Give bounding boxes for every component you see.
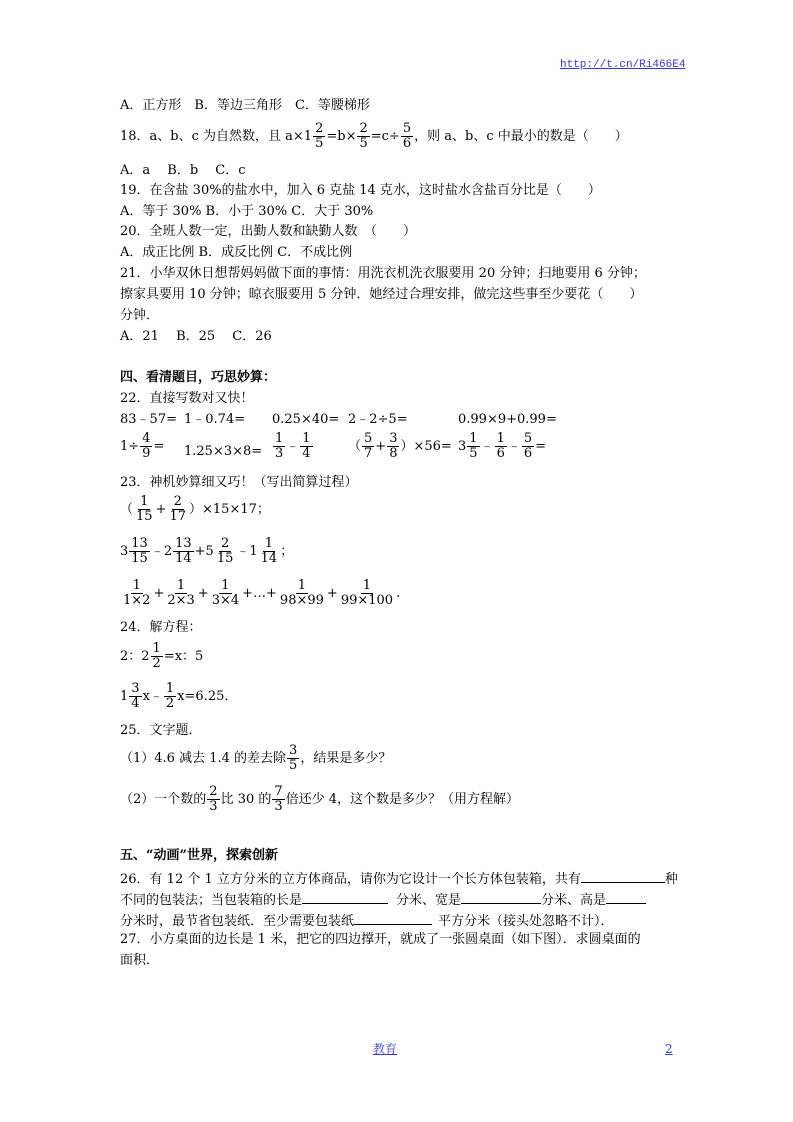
- q20-text: 20．全班人数一定，出勤人数和缺勤人数 （ ）: [120, 224, 417, 239]
- frac-num: 5: [402, 121, 412, 136]
- q22-r1c4: 2﹣2÷5=: [348, 412, 408, 427]
- frac-num: 2: [209, 784, 218, 799]
- frac-num: 1: [275, 431, 284, 446]
- q21-line2: 擦家具要用 10 分钟；晾衣服要用 5 分钟．她经过合理安排，做完这些事至少要花（ ）: [120, 287, 643, 302]
- question-18: [120, 122, 628, 150]
- fraction: [167, 495, 188, 523]
- q23-title: 23．神机妙算细又巧！（写出简算过程）: [120, 475, 358, 490]
- section-4-title: 四、看清题目，巧思妙算：: [120, 370, 277, 385]
- frac-num: 13: [175, 536, 192, 551]
- frac-den: 17: [169, 508, 187, 524]
- q20-options: A．成正比例 B．成反比例 C．不成比例: [120, 245, 353, 260]
- frac-den: 3: [275, 445, 284, 461]
- q25-title: 25．文字题．: [120, 723, 202, 738]
- q18-text-post: ，则 a、b、c 中最小的数是（ ）: [414, 128, 628, 144]
- fraction: [362, 432, 374, 460]
- frac-den: 2: [165, 695, 175, 711]
- q23-expr2: [120, 537, 293, 565]
- q24-equation2: [120, 682, 237, 710]
- frac-den: 15: [216, 550, 234, 566]
- fraction: [272, 785, 284, 813]
- frac-num: 1: [297, 578, 307, 593]
- q23-expr3: [120, 579, 400, 607]
- q19-text: 19．在含盐 30%的盐水中，加入 6 克盐 14 克水，这时盐水含盐百分比是（ ）: [120, 183, 601, 198]
- q26-line2: [120, 891, 646, 907]
- text: 比 30 的: [220, 791, 272, 807]
- frac-den: 99×100: [340, 592, 394, 608]
- frac-den: 15: [131, 550, 148, 566]
- text: 平方分米（接头处忽略不计）．: [438, 914, 614, 929]
- frac-num: 2: [173, 494, 182, 509]
- answer-blank[interactable]: [354, 912, 432, 925]
- frac-den: 9: [142, 445, 151, 461]
- frac-den: 3: [209, 798, 218, 814]
- fraction: [495, 432, 507, 460]
- q22-r2c4: [348, 432, 452, 460]
- text: 2：2: [120, 648, 150, 664]
- frac-num: 2: [315, 121, 324, 136]
- text: ﹣2: [150, 543, 173, 559]
- frac-num: 1: [302, 431, 311, 446]
- fraction: [164, 682, 176, 710]
- text: =: [535, 438, 547, 454]
- frac-den: 2: [152, 655, 161, 671]
- fraction: [215, 537, 236, 565]
- fraction: [339, 579, 395, 607]
- text: 倍还少 4，这个数是多少？（用方程解）: [285, 791, 520, 807]
- frac-den: 98×99: [279, 592, 324, 608]
- q22-r1c1: 83﹣57=: [120, 412, 177, 427]
- q21-line1: 21．小华双休日想帮妈妈做下面的事情：用洗衣机洗衣服要用 20 分钟；扫地要用 6 分钟；: [120, 266, 646, 281]
- text: ；: [280, 543, 294, 559]
- text: ﹣: [286, 438, 300, 454]
- fraction: [313, 122, 325, 150]
- frac-den: 6: [523, 445, 533, 461]
- fraction: [259, 537, 280, 565]
- text: 1÷: [120, 438, 140, 454]
- frac-num: 7: [274, 784, 283, 799]
- q17-options: A．正方形 B．等边三角形 C．等腰梯形: [120, 98, 370, 113]
- frac-den: 14: [175, 550, 192, 566]
- fraction: [140, 432, 152, 460]
- text: 3: [458, 438, 467, 454]
- q26-line3: [120, 912, 614, 928]
- q22-r2c2: 1.25×3×8=: [184, 444, 263, 459]
- frac-num: 13: [131, 536, 148, 551]
- text: 种: [664, 872, 678, 887]
- fraction: [387, 432, 399, 460]
- text: ﹣: [480, 438, 494, 454]
- answer-blank[interactable]: [606, 891, 646, 904]
- text: 分米、高是: [541, 893, 607, 908]
- text: ，结果是多少？: [300, 750, 392, 766]
- text: +…+: [242, 585, 277, 601]
- text: 分米、宽是: [396, 893, 462, 908]
- q22-r1c5: 0.99×9+0.99=: [458, 412, 557, 427]
- answer-blank[interactable]: [302, 891, 388, 904]
- frac-num: 1: [132, 578, 141, 593]
- frac-num: 5: [523, 431, 533, 446]
- fraction: [401, 122, 413, 150]
- fraction: [173, 537, 194, 565]
- footer-link[interactable]: 教育: [373, 1042, 398, 1056]
- q24-title: 24．解方程：: [120, 620, 202, 635]
- frac-den: 5: [359, 135, 368, 151]
- fraction: [121, 579, 152, 607]
- frac-den: 4: [131, 695, 140, 711]
- fraction: [467, 432, 479, 460]
- fraction: [210, 579, 241, 607]
- frac-den: 3×4: [211, 592, 240, 608]
- fraction: [278, 579, 326, 607]
- q18-text-mid2: =c÷: [370, 128, 400, 144]
- text: 26．有 12 个 1 立方分米的立方体商品，请你为它设计一个长方体包装箱，共有: [120, 872, 581, 887]
- frac-num: 1: [221, 578, 230, 593]
- frac-num: 3: [389, 431, 398, 446]
- q21-options: A．21 B．25 C．26: [120, 329, 272, 344]
- frac-num: 1: [140, 494, 149, 509]
- fraction: [522, 432, 534, 460]
- q27-line2: 面积．: [120, 953, 160, 968]
- fraction: [300, 432, 312, 460]
- text: （1）4.6 减去 1.4 的差去除: [120, 750, 287, 766]
- frac-den: 5: [469, 445, 478, 461]
- fraction: [134, 495, 155, 523]
- text: ﹣1: [236, 543, 258, 559]
- q22-r2c1: [120, 432, 164, 460]
- frac-num: 5: [364, 431, 373, 446]
- frac-num: 1: [362, 578, 372, 593]
- text: .: [396, 585, 401, 601]
- q27-line1: 27．小方桌面的边长是 1 米，把它的四边撑开，就成了一张圆桌面（如下图）．求圆桌面的: [120, 932, 641, 947]
- frac-den: 5: [289, 757, 298, 773]
- page-number: 2: [665, 1042, 673, 1056]
- text: （: [348, 438, 362, 454]
- frac-num: 3: [289, 743, 298, 758]
- frac-num: 1: [264, 536, 274, 551]
- fraction: [357, 122, 369, 150]
- frac-num: 2: [359, 121, 368, 136]
- frac-num: 3: [131, 681, 140, 696]
- text: +: [197, 585, 209, 601]
- q18-text-mid1: =b×: [326, 128, 357, 144]
- text: +5: [194, 543, 214, 559]
- frac-den: 15: [136, 508, 153, 524]
- frac-num: 1: [496, 431, 505, 446]
- frac-den: 14: [260, 550, 278, 566]
- text: x=6.25．: [177, 688, 238, 704]
- q21-line3: 分钟．: [120, 308, 160, 323]
- text: +: [153, 585, 165, 601]
- frac-den: 6: [402, 135, 412, 151]
- q22-r1c2: 1﹣0.74=: [184, 412, 246, 427]
- fraction: [165, 579, 196, 607]
- fraction: [287, 744, 299, 772]
- text: ﹣: [507, 438, 521, 454]
- q25-part1: [120, 744, 391, 772]
- text: ）×56=: [400, 438, 452, 454]
- frac-num: 2: [220, 536, 230, 551]
- frac-den: 6: [496, 445, 505, 461]
- q18-options: A．a B．b C．c: [120, 163, 246, 178]
- frac-num: 1: [165, 681, 175, 696]
- text: ）×15×17；: [189, 501, 270, 517]
- frac-den: 3: [274, 798, 283, 814]
- answer-blank[interactable]: [461, 891, 541, 904]
- text: x﹣: [142, 688, 163, 704]
- header-url-link[interactable]: http://t.cn/Ri466E4: [560, 59, 686, 71]
- q24-equation1: [120, 642, 203, 670]
- q22-r1c3: 0.25×40=: [272, 412, 340, 427]
- frac-num: 1: [469, 431, 478, 446]
- q26-line1: [120, 870, 678, 886]
- q19-options: A．等于 30% B．小于 30% C．大于 30%: [120, 204, 374, 219]
- answer-blank[interactable]: [581, 870, 665, 883]
- fraction: [129, 537, 150, 565]
- frac-den: 4: [302, 445, 311, 461]
- text: （: [120, 501, 134, 517]
- q18-text-pre: 18．a、b、c 为自然数，且 a×1: [120, 128, 313, 144]
- q22-title: 22．直接写数对又快！: [120, 391, 254, 406]
- q22-r2c3: [272, 432, 314, 460]
- text: +: [326, 585, 338, 601]
- frac-den: 2×3: [167, 592, 195, 608]
- fraction: [151, 642, 163, 670]
- text: =: [153, 438, 165, 454]
- frac-den: 5: [315, 135, 324, 151]
- text: 1: [120, 688, 129, 704]
- fraction: [129, 682, 141, 710]
- text: 3: [120, 543, 129, 559]
- fraction: [273, 432, 285, 460]
- frac-den: 8: [389, 445, 398, 461]
- text: 分米时，最节省包装纸．至少需要包装纸: [120, 914, 355, 929]
- q22-r2c5: [458, 432, 546, 460]
- frac-num: 1: [176, 578, 186, 593]
- frac-den: 7: [364, 445, 373, 461]
- q23-expr1: [120, 495, 270, 523]
- fraction: [207, 785, 219, 813]
- text: =x：5: [163, 648, 204, 664]
- frac-num: 4: [142, 431, 151, 446]
- frac-num: 1: [152, 641, 161, 656]
- text: +: [155, 501, 167, 517]
- frac-den: 1×2: [123, 592, 151, 608]
- text: +: [375, 438, 387, 454]
- text: 不同的包装法；当包装箱的长是: [120, 893, 303, 908]
- q25-part2: [120, 785, 519, 813]
- section-5-title: 五、“动画”世界，探索创新: [120, 848, 278, 863]
- text: （2）一个数的: [120, 791, 207, 807]
